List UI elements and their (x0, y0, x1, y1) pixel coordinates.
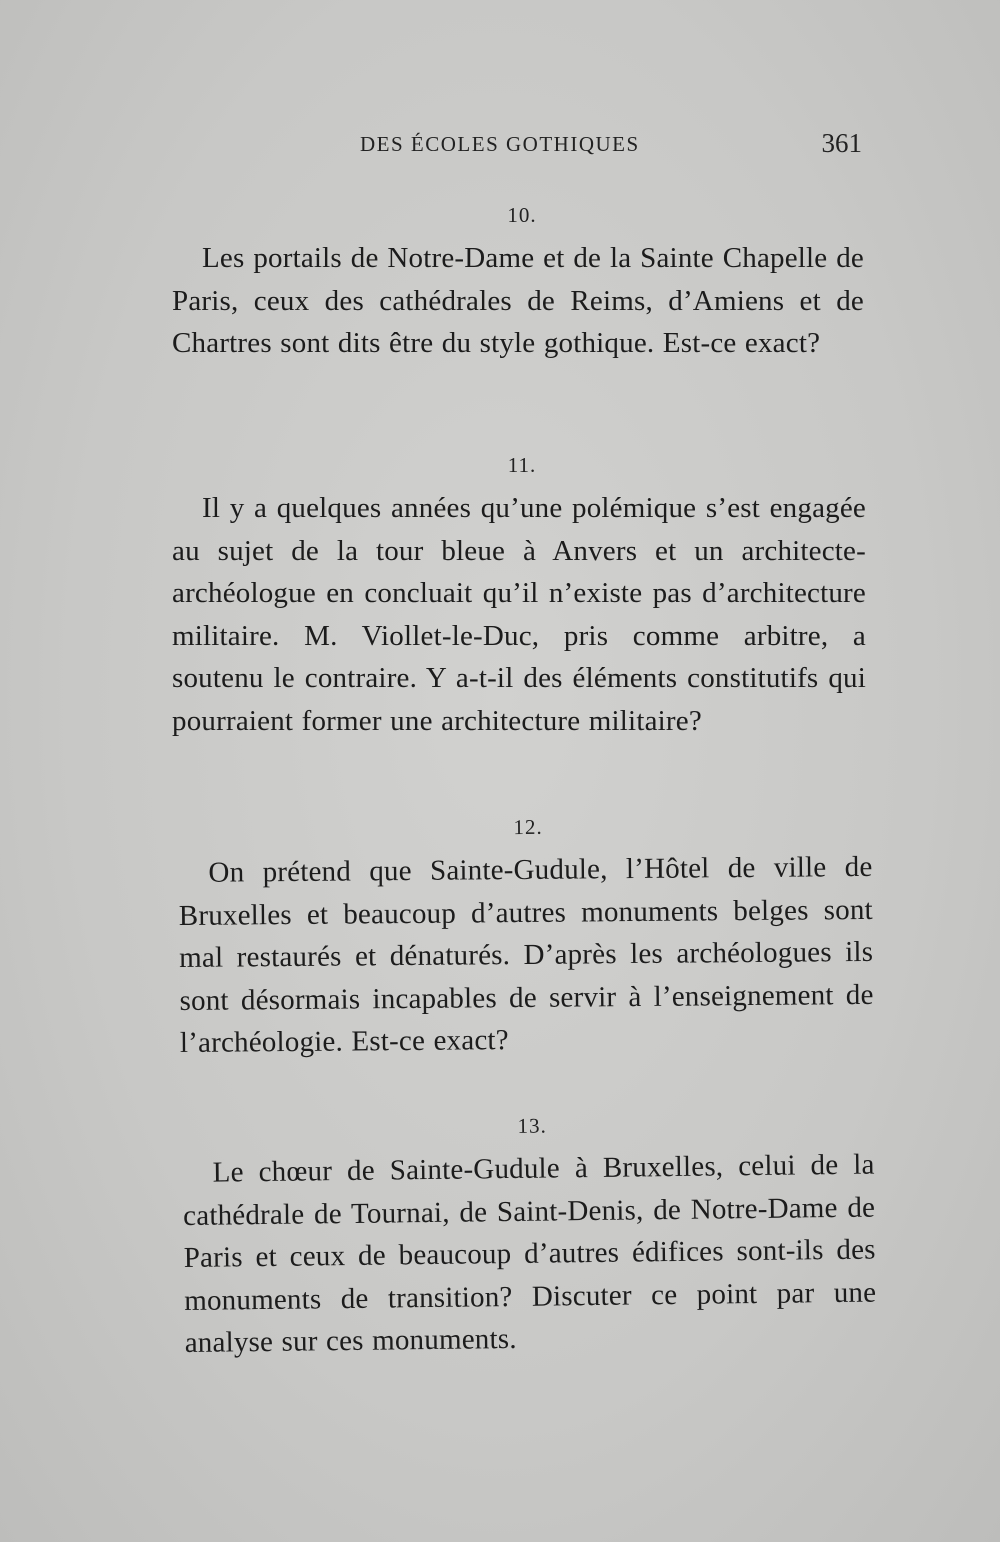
page-number: 361 (821, 128, 862, 158)
running-head (170, 128, 862, 162)
section-text: Les portails de Notre-Dame et de la Sainte Chapelle de Paris, ceux des cathédrales de Reims, d’Amiens et de Chartres sont dits être du style gothique. Est-ce exact? (172, 242, 864, 359)
section-text: Le chœur de Sainte-Gudule à Bruxelles, celui de la cathédrale de Tournai, de Saint-Denis, de Notre-Dame de Paris et ceux de beaucoup d’autres édifices sont-ils des monuments de transition? Discuter ce point par une analyse sur ces monuments. (182, 1148, 877, 1359)
section-text: On prétend que Sainte-Gudule, l’Hôtel de ville de Bruxelles et beaucoup d’autres monuments belges sont mal restaurés et dénaturés. D’après les archéologues ils sont désormais incapables de servir à l’enseignement de l’archéologie. Est-ce exact? (178, 850, 874, 1059)
question-section-13 (182, 1109, 885, 1364)
section-number: 11. (507, 453, 537, 477)
section-text: Il y a quelques années qu’une polémique s’est engagée au sujet de la tour bleue à Anvers et un architecte-archéologue en concluait qu’il n’existe pas d’architecture militaire. M. Viollet-le-Duc, pris comme arbitre, a soutenu le contraire. Y a-t-il des éléments constitutifs qui pourraient former une architecture militaire? (172, 492, 866, 737)
running-head-title: DES ÉCOLES GOTHIQUES (360, 132, 640, 156)
question-section-10 (172, 203, 872, 365)
section-number: 13. (517, 1113, 547, 1138)
section-number: 12. (513, 814, 543, 840)
section-number: 10. (507, 203, 537, 227)
question-section-12 (178, 812, 880, 1065)
question-section-11 (172, 453, 872, 742)
